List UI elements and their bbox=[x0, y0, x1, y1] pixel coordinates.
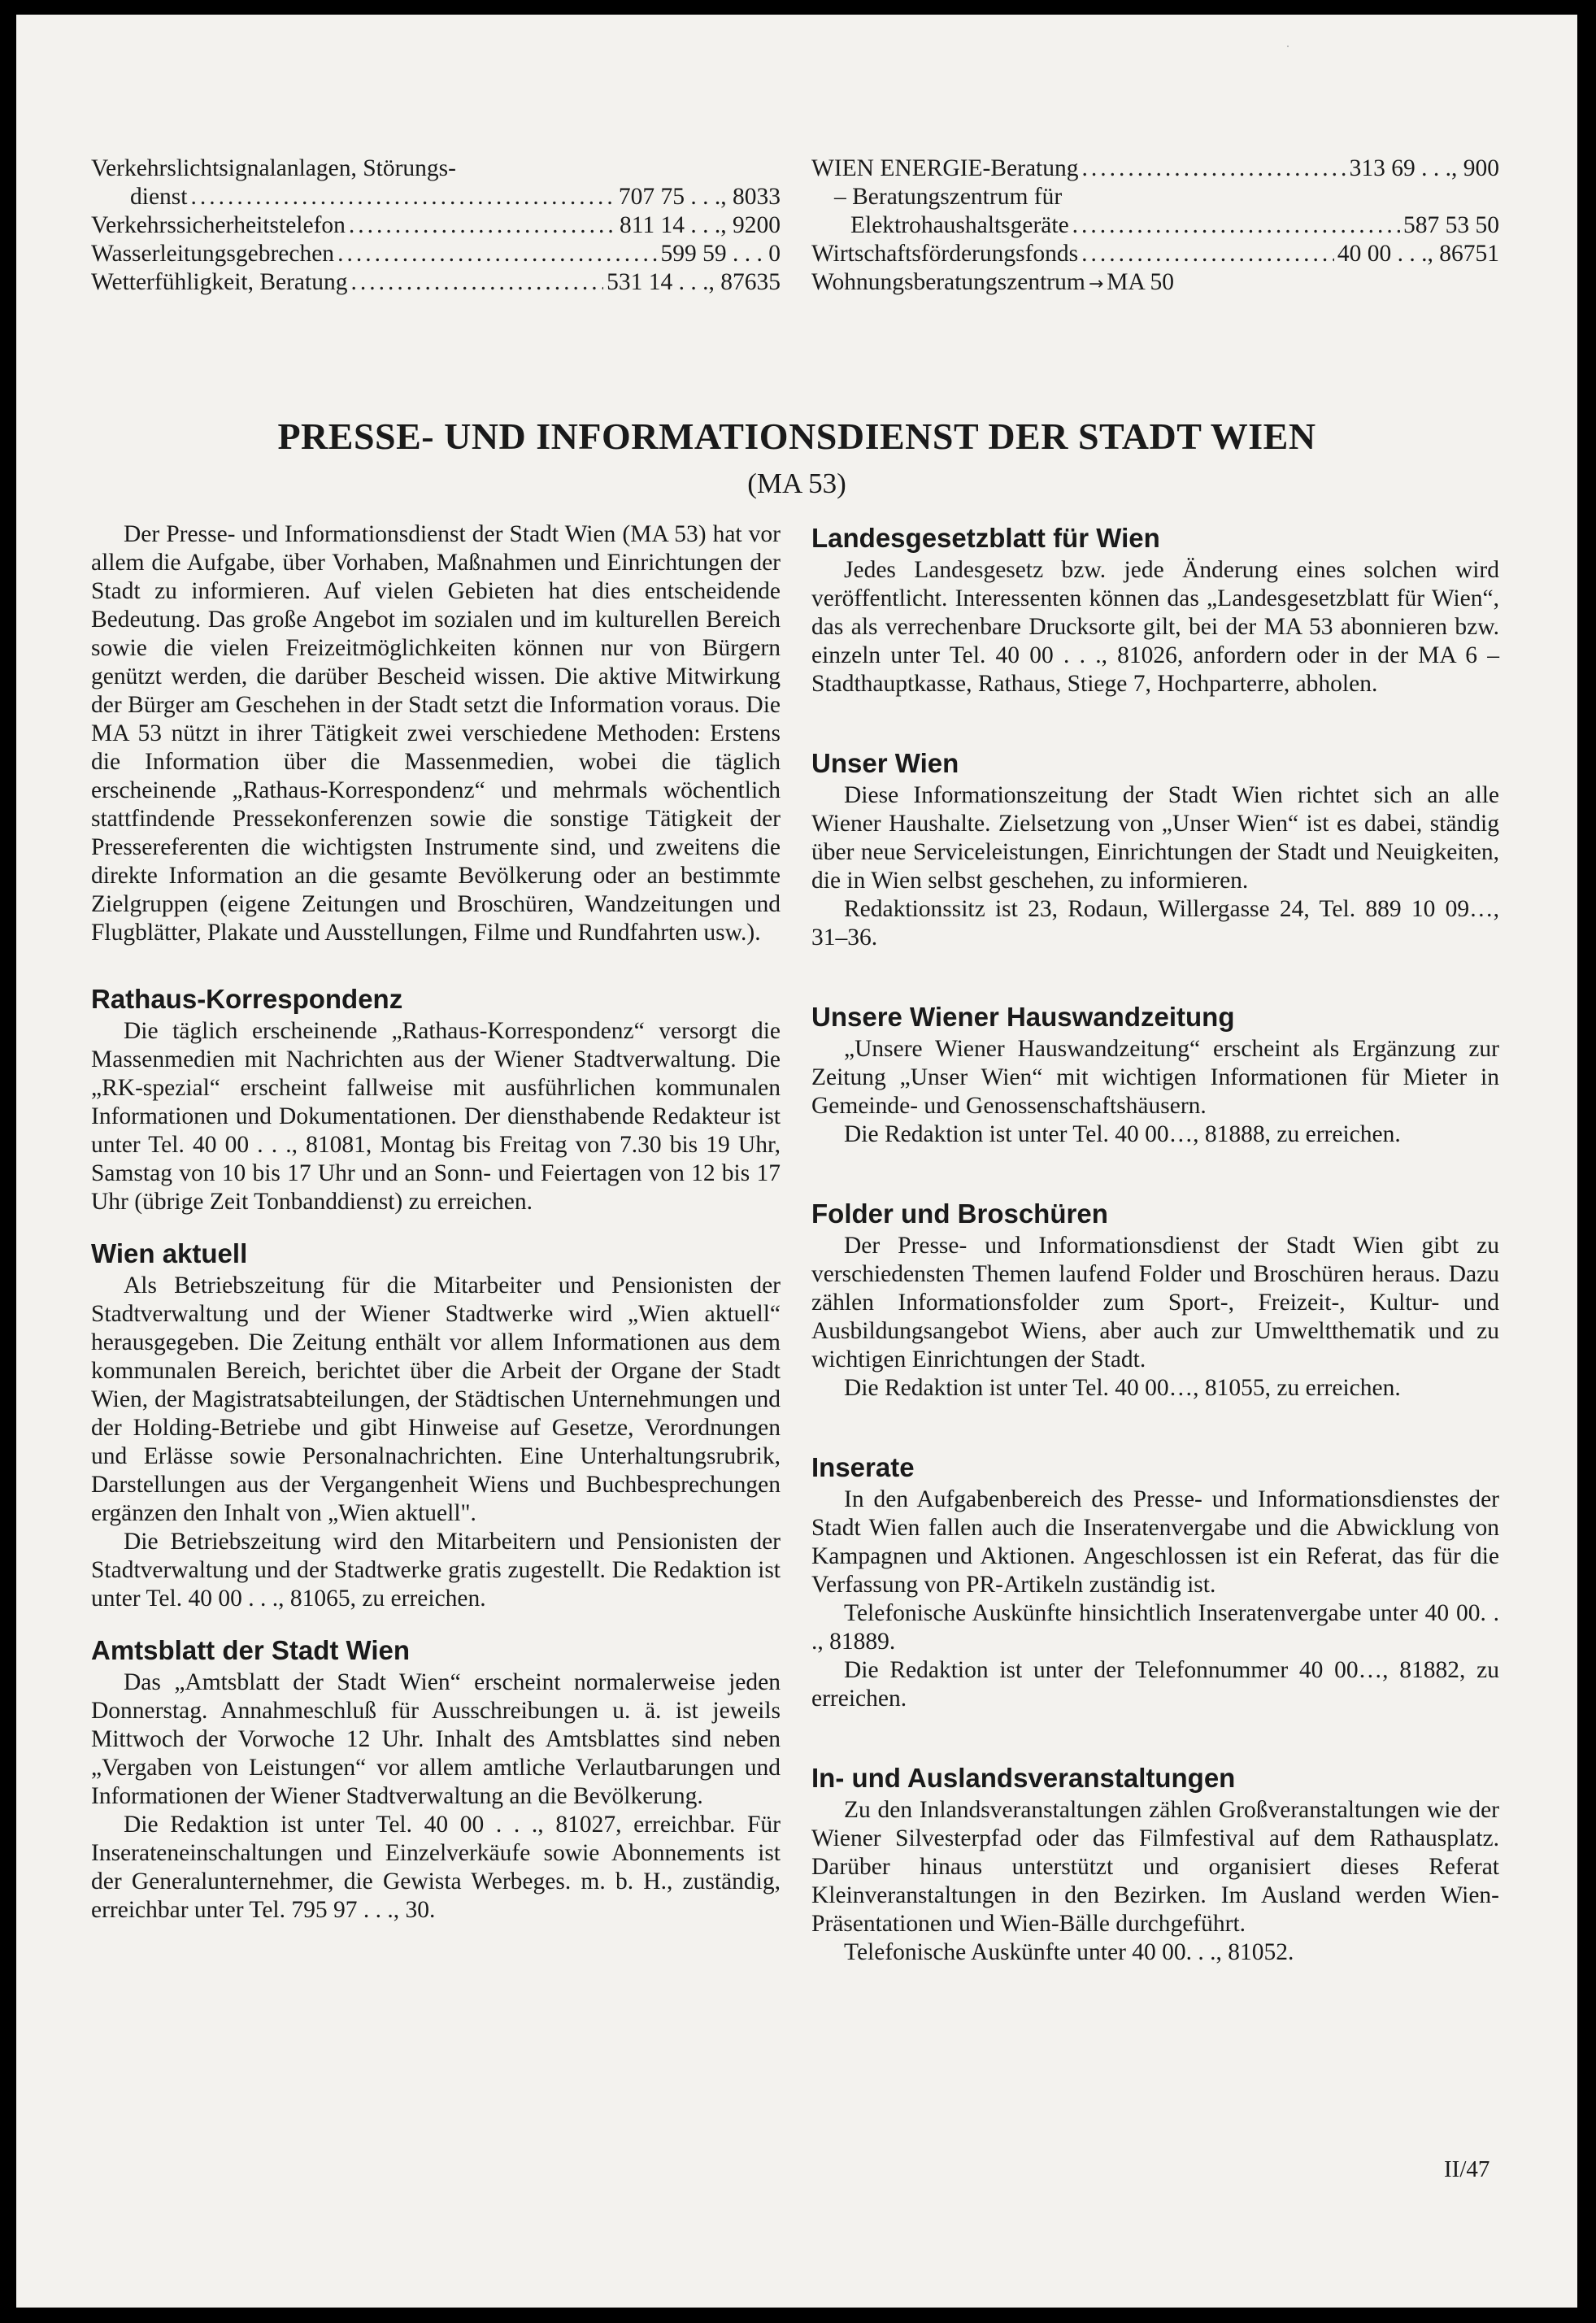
leader-dots bbox=[350, 268, 603, 297]
section-paragraph: Die Redaktion ist unter der Telefonnummer 40 00…, 81882, zu erreichen. bbox=[811, 1657, 1499, 1712]
left-column bbox=[91, 520, 781, 1925]
directory-left bbox=[91, 154, 781, 297]
directory-entry: Verkehrssicherheitstelefon ..... 811 14 . . ., 9200 bbox=[91, 211, 781, 240]
section-paragraph: Jedes Landesgesetz bzw. jede Änderung eines solchen wird veröffentlicht. Interessenten können das „Landesgesetzblatt für Wien“, das als verrechenbare Drucksorte gilt, bei der MA 53 abonnieren bzw. einzeln unter Tel. 40 00 . . ., 81026, anfordern oder in der MA 6 – Stadthauptkasse, Rathaus, Stiege 7, Hochparterre, abholen. bbox=[811, 557, 1499, 697]
section-heading: Landesgesetzblatt für Wien bbox=[811, 523, 1160, 553]
intro-paragraph: Der Presse- und Informationsdienst der Stadt Wien (MA 53) hat vor allem die Aufgabe, über Vorhaben, Maßnahmen und Einrichtungen der Stadt zu informieren. Auf vielen Gebieten hat dies entscheidende Bedeutung. Das große Angebot im sozialen und im kulturellen Bereich sowie die vielen Freizeitmöglichkeiten können nur von Bürgern genützt werden, die darüber Bescheid wissen. Die aktive Mitwirkung der Bürger am Geschehen in der Stadt setzt die Information voraus. Die MA 53 nützt in ihrer Tätigkeit zwei verschiedene Methoden: Erstens die Information über die Massenmedien, wobei die täglich erscheinende „Rathaus-Korrespondenz“ und mehrmals wöchentlich stattfindende Pressekonferenzen sowie die sonstige Tätigkeit der Pressereferenten die wichtigsten Instrumente sind, und zweitens die direkte Information an die gesamte Bevölkerung oder an bestimmte Zielgruppen (eigene Zeitungen und Broschüren, Wandzeitungen und Flugblätter, Plakate und Ausstellungen, Filme und Rundfahrten usw.). bbox=[91, 521, 781, 946]
directory-entry: Elektrohaushaltsgeräte ..... 587 53 50 bbox=[811, 211, 1499, 240]
directory-entry: – Beratungszentrum für bbox=[834, 184, 1063, 210]
leader-dots bbox=[1081, 240, 1334, 268]
section-paragraph: Diese Informationszeitung der Stadt Wien richtet sich an alle Wiener Haushalte. Zielsetzung von „Unser Wien“ ist es dabei, ständig über neue Serviceleistungen, Einrichtungen der Stadt und Neuigkeiten, die in Wien selbst geschehen, zu informieren. bbox=[811, 782, 1499, 894]
directory-entry: Wasserleitungsgebrechen ..... 599 59 . . . 0 bbox=[91, 240, 781, 268]
right-column bbox=[811, 520, 1499, 1967]
page-subtitle: (MA 53) bbox=[747, 468, 846, 499]
section-heading: Unser Wien bbox=[811, 748, 959, 778]
directory-right bbox=[811, 154, 1499, 298]
leader-dots bbox=[1072, 211, 1400, 240]
section-paragraph: Das „Amtsblatt der Stadt Wien“ erscheint normalerweise jeden Donnerstag. Annahmeschluß für Ausschreibungen u. ä. ist jeweils Mittwoch der Vorwoche 12 Uhr. Inhalt des Amtsblattes sind neben „Vergaben von Leistungen“ vor allem amtliche Verlautbarungen und Informationen der Wiener Stadtverwaltung an die Bevölkerung. bbox=[91, 1669, 781, 1809]
section-paragraph: Telefonische Auskünfte unter 40 00. . ., 81052. bbox=[844, 1939, 1294, 1965]
section-paragraph: Redaktionssitz ist 23, Rodaun, Willergasse 24, Tel. 889 10 09…, 31–36. bbox=[811, 896, 1499, 951]
section-heading: Folder und Broschüren bbox=[811, 1198, 1108, 1229]
section-paragraph: Die Redaktion ist unter Tel. 40 00 . . ., 81027, erreichbar. Für Inserateneinschaltungen und Einzelverkäufe sowie Abonnements ist der Generalunternehmer, die Gewista Werbeges. m. b. H., zuständig, erreichbar unter Tel. 795 97 . . ., 30. bbox=[91, 1812, 781, 1923]
section-heading: In- und Auslandsveranstaltungen bbox=[811, 1763, 1236, 1793]
leader-dots bbox=[1082, 154, 1346, 183]
section-paragraph: Zu den Inlandsveranstaltungen zählen Großveranstaltungen wie der Wiener Silvesterpfad oder das Filmfestival auf dem Rathausplatz. Darüber hinaus unterstützt und organisiert dieses Referat Kleinveranstaltungen in den Bezirken. Im Ausland werden Wien-Präsentationen und Wien-Bälle durchgeführt. bbox=[811, 1797, 1499, 1937]
section-paragraph: Die täglich erscheinende „Rathaus-Korrespondenz“ versorgt die Massenmedien mit Nachrichten aus der Wiener Stadtverwaltung. Die „RK-spezial“ erscheint fallweise mit ausführlichen kommunalen Informationen und Dokumentationen. Der diensthabende Redakteur ist unter Tel. 40 00 . . ., 81081, Montag bis Freitag von 7.30 bis 19 Uhr, Samstag von 10 bis 17 Uhr und an Sonn- und Feiertagen von 12 bis 17 Uhr (übrige Zeit Tonbanddienst) zu erreichen. bbox=[91, 1018, 781, 1215]
section-paragraph: Die Betriebszeitung wird den Mitarbeitern und Pensionisten der Stadtverwaltung und der Stadtwerke gratis zugestellt. Die Redaktion ist unter Tel. 40 00 . . ., 81065, zu erreichen. bbox=[91, 1529, 781, 1612]
section-paragraph: „Unsere Wiener Hauswandzeitung“ erscheint als Ergänzung zur Zeitung „Unser Wien“ mit wichtigen Informationen für Mieter in Gemeinde- und Genossenschaftshäusern. bbox=[811, 1036, 1499, 1119]
leader-dots bbox=[349, 211, 616, 240]
leader-dots bbox=[337, 240, 657, 268]
section-paragraph: In den Aufgabenbereich des Presse- und Informationsdienstes der Stadt Wien fallen auch die Inseratenvergabe und die Abwicklung von Kampagnen und Aktionen. Angeschlossen ist ein Referat, das für die Verfassung von PR-Artikeln zuständig ist. bbox=[811, 1486, 1499, 1598]
section-heading: Rathaus-Korrespondenz bbox=[91, 984, 403, 1014]
section-heading: Amtsblatt der Stadt Wien bbox=[91, 1635, 411, 1665]
section-heading: Inserate bbox=[811, 1452, 915, 1482]
section-paragraph: Die Redaktion ist unter Tel. 40 00…, 81055, zu erreichen. bbox=[844, 1375, 1401, 1401]
section-paragraph: Telefonische Auskünfte hinsichtlich Inseratenvergabe unter 40 00. . ., 81889. bbox=[811, 1600, 1499, 1655]
section-paragraph: Der Presse- und Informationsdienst der Stadt Wien gibt zu verschiedensten Themen laufend Folder und Broschüren heraus. Dazu zählen Informationsfolder zum Sport-, Freizeit-, Kultur- und Ausbildungsangebot Wiens, aber auch zur Umweltthematik und zu wichtigen Einrichtungen der Stadt. bbox=[811, 1233, 1499, 1372]
directory-entry: Wetterfühligkeit, Beratung ..... 531 14 . . ., 87635 bbox=[91, 268, 781, 297]
directory-entry: Wirtschaftsförderungsfonds ..... 40 00 . . ., 86751 bbox=[811, 240, 1499, 268]
leader-dots bbox=[190, 183, 615, 211]
directory-entry: dienst ..... 707 75 . . ., 8033 bbox=[91, 183, 781, 211]
page-number: II/47 bbox=[1444, 2156, 1490, 2182]
section-paragraph: Als Betriebszeitung für die Mitarbeiter und Pensionisten der Stadtverwaltung und der Wiener Stadtwerke wird „Wien aktuell“ herausgegeben. Die Zeitung enthält vor allem Informationen aus dem kommunalen Bereich, berichtet über die Arbeit der Organe der Stadt Wien, der Magistratsabteilungen, der Städtischen Unternehmungen und der Holding-Betriebe und gibt Hinweise auf Gesetze, Verordnungen und Erlässe sowie Personalnachrichten. Eine Unterhaltungsrubrik, Darstellungen aus der Vergangenheit Wiens und Buchbesprechungen ergänzen den Inhalt von „Wien aktuell". bbox=[91, 1272, 781, 1526]
page-title: PRESSE- UND INFORMATIONSDIENST DER STADT WIEN bbox=[277, 415, 1316, 457]
directory-entry: WIEN ENERGIE-Beratung ..... 313 69 . . ., 900 bbox=[811, 154, 1499, 183]
scan-mark bbox=[1287, 46, 1289, 47]
document-page bbox=[16, 15, 1577, 2308]
directory-entry: Wohnungsberatungszentrum → MA 50 bbox=[811, 268, 1499, 298]
section-heading: Unsere Wiener Hauswandzeitung bbox=[811, 1002, 1235, 1032]
section-heading: Wien aktuell bbox=[91, 1238, 248, 1268]
directory-entry: Verkehrslichtsignalanlagen, Störungs- bbox=[91, 155, 456, 181]
right-arrow-icon: → bbox=[1088, 274, 1104, 294]
section-paragraph: Die Redaktion ist unter Tel. 40 00…, 81888, zu erreichen. bbox=[844, 1121, 1401, 1147]
